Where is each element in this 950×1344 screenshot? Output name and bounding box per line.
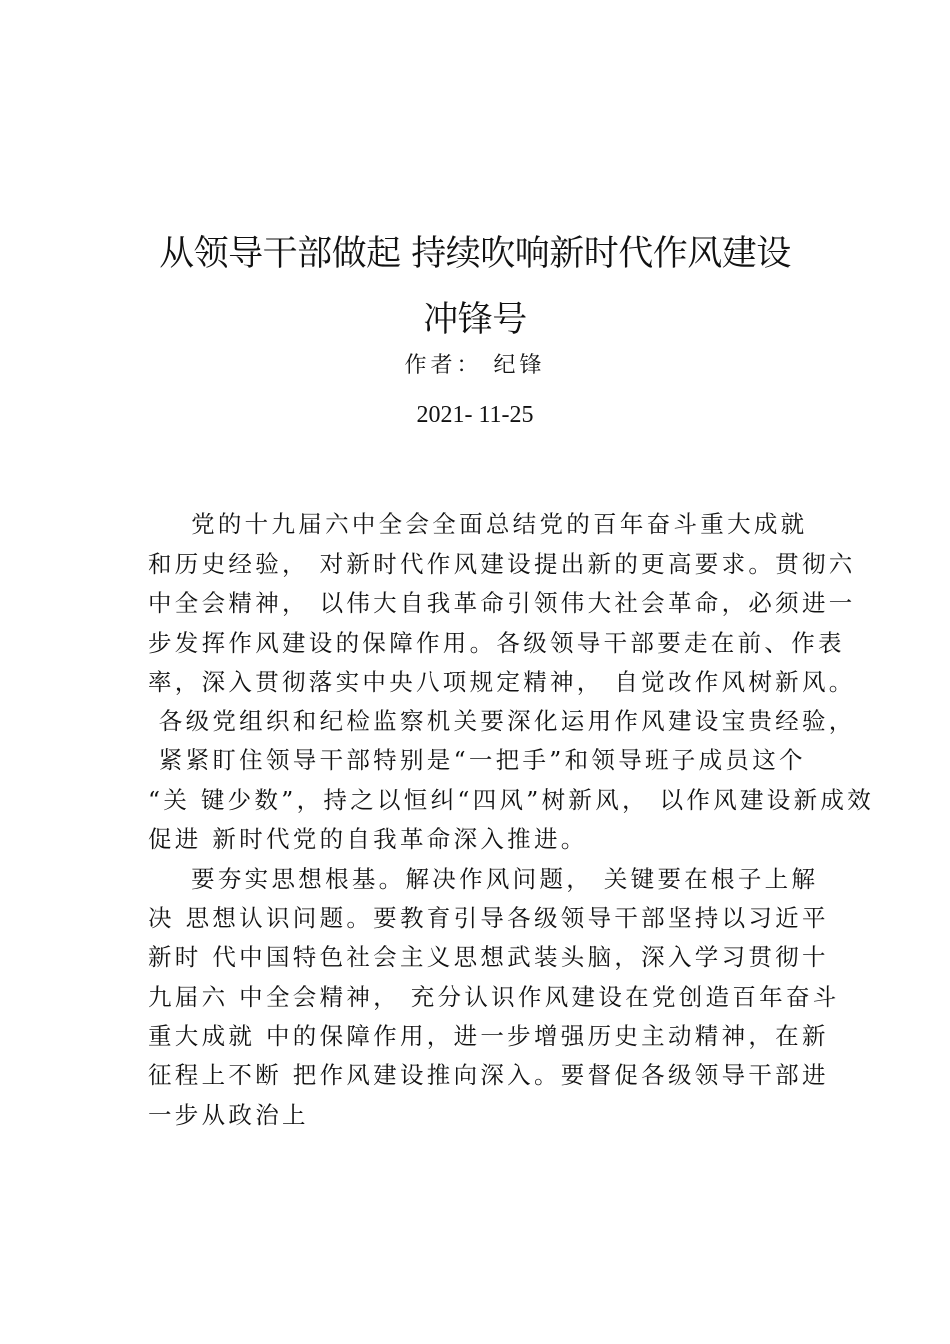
body-line: 率，深入贯彻落实中央八项规定精神， 自觉改作风树新风。: [148, 668, 856, 696]
body-line: 和历史经验， 对新时代作风建设提出新的更高要求。贯彻六: [148, 550, 856, 578]
body-line: 征程上不断 把作风建设推向深入。要督促各级领导干部进: [148, 1061, 829, 1089]
body-line: 步发挥作风建设的保障作用。各级领导干部要走在前、作表: [148, 629, 845, 657]
body-line: 促进 新时代党的自我革命深入推进。: [148, 825, 588, 853]
body-line: “关 键少数”，持之以恒纠“四风”树新风， 以作风建设新成效: [148, 786, 874, 814]
body-line: 紧紧盯住领导干部特别是“一把手”和领导班子成员这个: [148, 746, 806, 774]
body-line: 党的十九届六中全会全面总结党的百年奋斗重大成就: [148, 510, 808, 538]
body-line: 重大成就 中的保障作用，进一步增强历史主动精神，在新: [148, 1022, 829, 1050]
body-line: 九届六 中全会精神， 充分认识作风建设在党创造百年奋斗: [148, 983, 840, 1011]
publish-date: 2021- 11-25: [416, 402, 534, 428]
body-line: 要夯实思想根基。解决作风问题， 关键要在根子上解: [148, 865, 819, 893]
body-line: 新时 代中国特色社会主义思想武装头脑，深入学习贯彻十: [148, 943, 829, 971]
document-title-line-1: 从领导干部做起 持续吹响新时代作风建设: [159, 234, 791, 274]
document-title-line-2: 冲锋号: [423, 300, 527, 340]
body-line: 一步从政治上: [148, 1101, 309, 1129]
body-line: 决 思想认识问题。要教育引导各级领导干部坚持以习近平: [148, 904, 829, 932]
body-line: 各级党组织和纪检监察机关要深化运用作风建设宝贵经验，: [148, 707, 856, 735]
body-line: 中全会精神， 以伟大自我革命引领伟大社会革命，必须进一: [148, 589, 856, 617]
author-line: 作者： 纪锋: [404, 353, 546, 378]
